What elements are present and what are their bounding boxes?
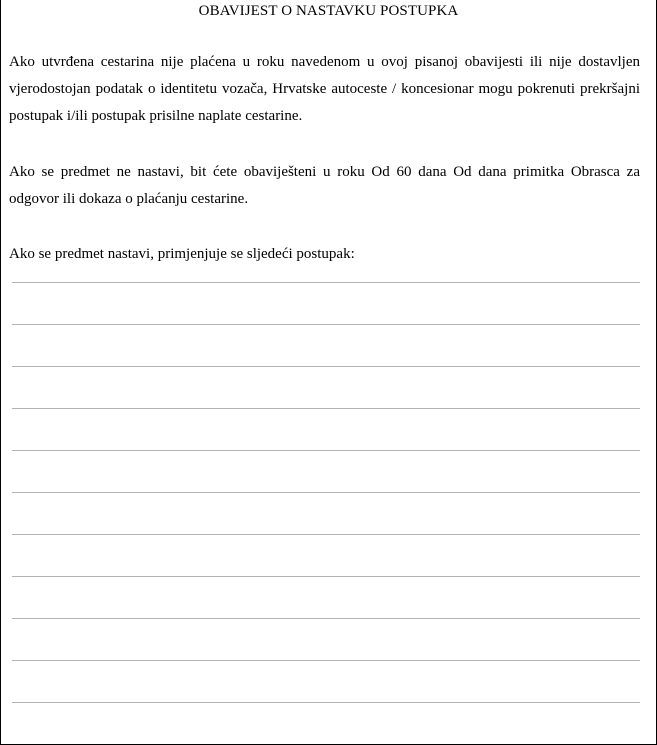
blank-writing-line[interactable] <box>12 492 640 493</box>
blank-writing-line[interactable] <box>12 618 640 619</box>
paragraph-unpaid-toll: Ako utvrđena cestarina nije plaćena u roku navedenom u ovoj pisanoj obavijesti ili nije dostavljen vjerodostojan podatak o identitetu vozača, Hrvatske autoceste / koncesionar mogu pokrenuti prekršajni postupak i/ili postupak prisilne naplate cestarine. <box>9 54 640 124</box>
blank-writing-line[interactable] <box>12 324 640 325</box>
blank-writing-line[interactable] <box>12 660 640 661</box>
blank-writing-line[interactable] <box>12 576 640 577</box>
paragraph-case-not-continued: Ako se predmet ne nastavi, bit ćete obaviješteni u roku Od 60 dana Od dana primitka Obrasca za odgovor ili dokaza o plaćanju cestarine. <box>9 164 640 207</box>
blank-writing-line[interactable] <box>12 450 640 451</box>
blank-writing-line[interactable] <box>12 702 640 703</box>
blank-writing-line[interactable] <box>12 366 640 367</box>
page-title: OBAVIJEST O NASTAVKU POSTUPKA <box>198 3 459 19</box>
paragraph-case-continued: Ako se predmet nastavi, primjenjuje se sljedeći postupak: <box>9 246 355 262</box>
blank-writing-line[interactable] <box>12 408 640 409</box>
blank-writing-line[interactable] <box>12 282 640 283</box>
blank-writing-line[interactable] <box>12 534 640 535</box>
